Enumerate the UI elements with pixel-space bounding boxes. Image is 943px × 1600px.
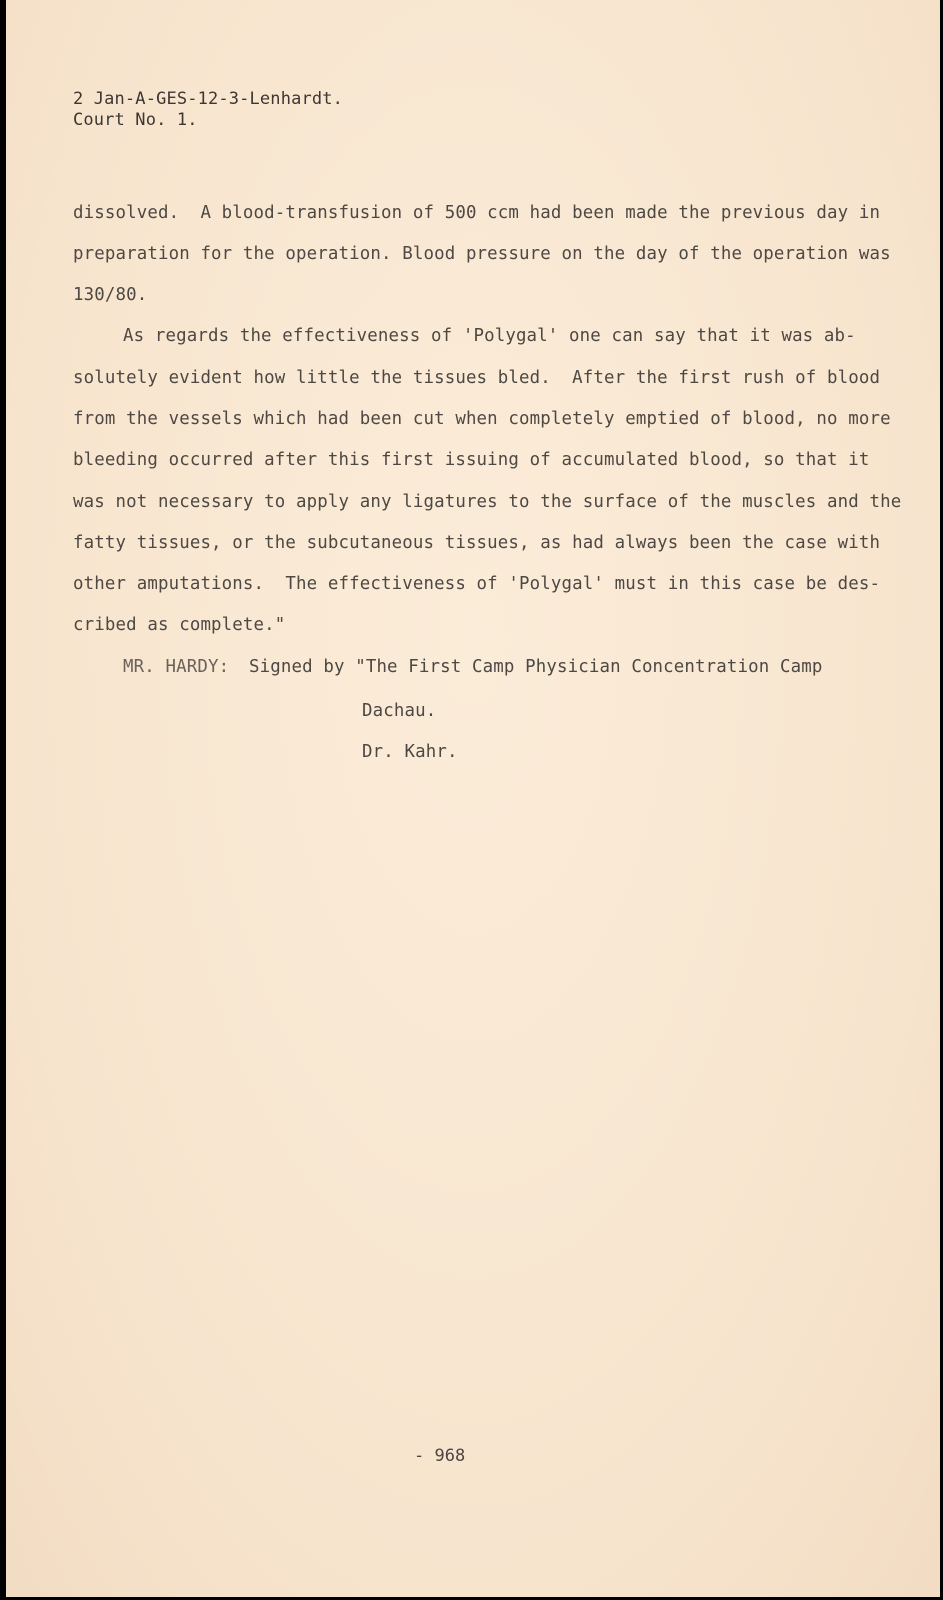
- paragraph2-line-4: bleeding occurred after this first issuing of accumulated blood, so that it: [73, 450, 870, 470]
- paragraph2-line-6: fatty tissues, or the subcutaneous tissues, as had always been the case with: [73, 533, 881, 553]
- header-court: Court No. 1.: [73, 110, 198, 130]
- speaker-label: MR. HARDY:: [123, 657, 230, 677]
- paragraph2-line-1: As regards the effectiveness of 'Polygal' one can say that it was ab-: [123, 326, 856, 346]
- paragraph2-line-5: was not necessary to apply any ligatures to the surface of the muscles and the: [73, 492, 902, 512]
- signature-line-2: Dachau.: [362, 701, 437, 721]
- paragraph1-line-1: dissolved. A blood-transfusion of 500 ccm had been made the previous day in: [73, 203, 881, 223]
- paragraph2-line-7: other amputations. The effectiveness of 'Polygal' must in this case be des-: [73, 574, 881, 594]
- paragraph1-line-3: 130/80.: [73, 285, 148, 305]
- signature-line-3: Dr. Kahr.: [362, 742, 458, 762]
- signature-line-1: Signed by "The First Camp Physician Concentration Camp: [249, 657, 823, 677]
- paragraph2-line-2: solutely evident how little the tissues bled. After the first rush of blood: [73, 368, 881, 388]
- paragraph2-line-3: from the vessels which had been cut when completely emptied of blood, no more: [73, 409, 891, 429]
- paragraph1-line-2: preparation for the operation. Blood pressure on the day of the operation was: [73, 244, 891, 264]
- header-reference: 2 Jan-A-GES-12-3-Lenhardt.: [73, 89, 344, 109]
- paragraph2-line-8: cribed as complete.": [73, 615, 286, 635]
- document-page: [6, 0, 940, 1597]
- page-number: - 968: [414, 1446, 466, 1466]
